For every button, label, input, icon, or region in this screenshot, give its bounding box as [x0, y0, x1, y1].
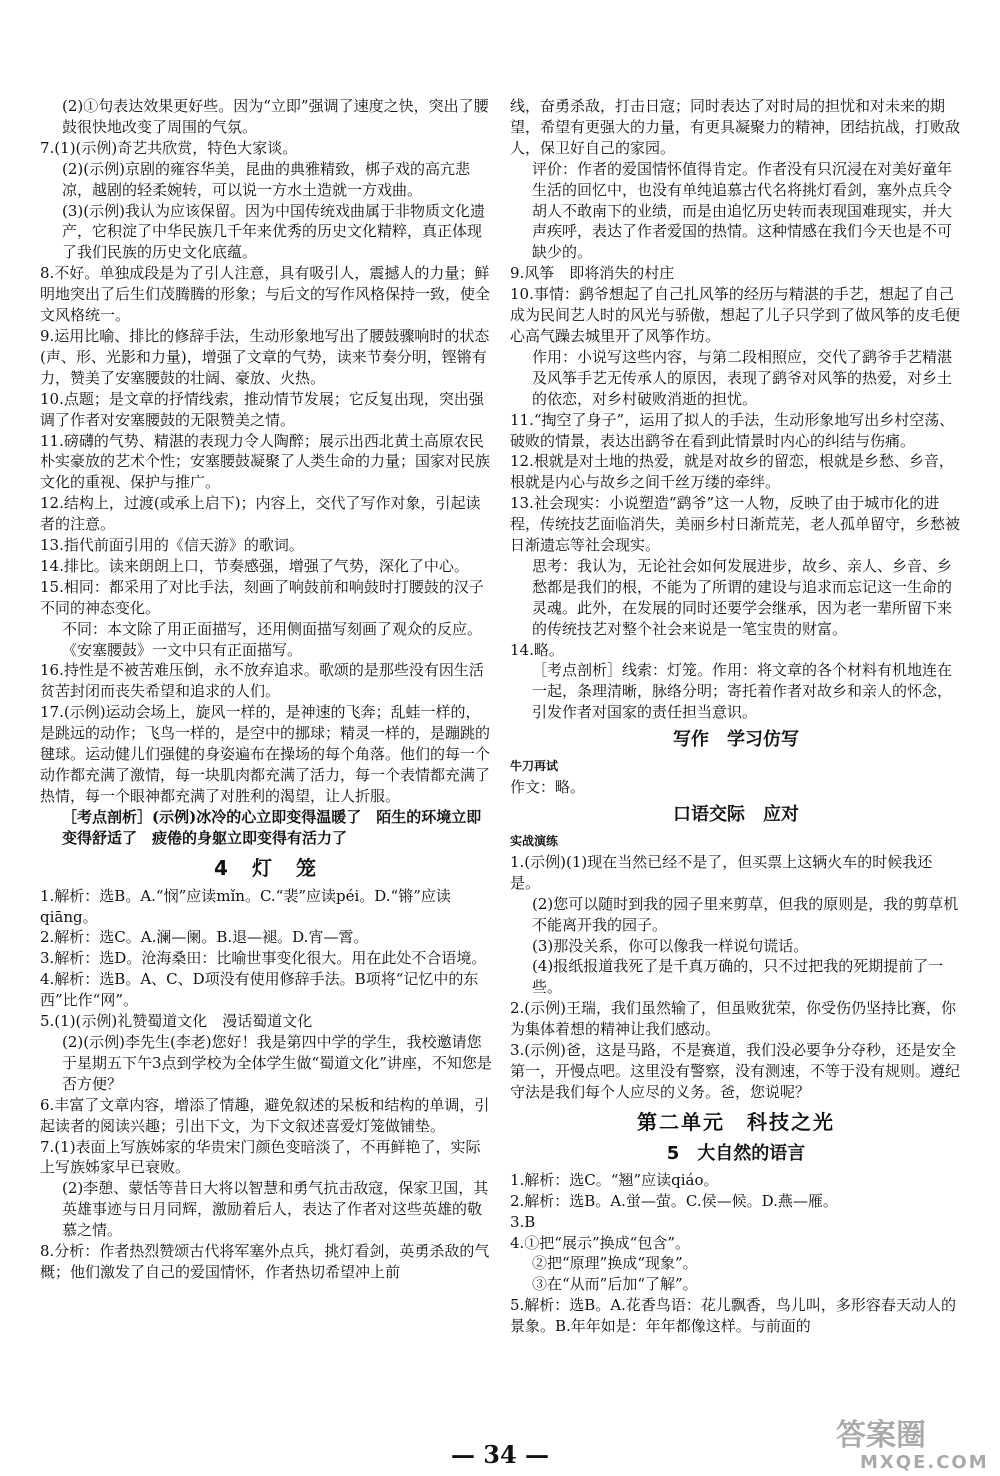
answer-paragraph: (2)(示例)李先生(李老)您好！我是第四中学的学生，我校邀请您于星期五下午3点到学校为全体学生做“蜀道文化”讲座，不知您是否方便？ [62, 1032, 492, 1093]
page-number: — 34 — [450, 1440, 550, 1469]
answer-paragraph: 线，奋勇杀敌，打击日寇；同时表达了对时局的担忧和对未来的期望，希望有更强大的力量，有更具凝聚力的精神，团结抗战，打败敌人，保卫好自己的家园。 [510, 97, 961, 157]
answer-paragraph: (3)(示例)我认为应该保留。因为中国传统戏曲属于非物质文化遗产，它积淀了中华民族几千年来优秀的历史文化精粹，真正体现了我们民族的历史文化底蕴。 [62, 201, 485, 262]
answer-item: 12.结构上，过渡(或承上启下)；内容上，交代了写作对象，引起读者的注意。 [40, 494, 481, 534]
answer-item: 3.B [510, 1212, 536, 1231]
answer-item: 9.风筝 即将消失的村庄 [510, 264, 675, 283]
watermark-url: MXQE.COM [860, 1452, 989, 1473]
answer-item: 5.解析：选B。A.花香鸟语：花儿飘香，鸟儿叫，多形容春天动人的景象。B.年年如是：年年都像这样。与前面的 [510, 1296, 956, 1336]
answer-item: 10.事情：鹞爷想起了自己扎风筝的经历与精湛的手艺，想起了自己成为民间艺人时的风光与骄傲，想起了儿子只学到了做风筝的皮毛便心高气躁去城里开了风筝作坊。 [510, 285, 961, 345]
exam-analysis: ［考点剖析］(示例)冰冷的心立即变得温暖了 陌生的环境立即变得舒适了 疲倦的身躯立即变得有活力了 [62, 807, 482, 847]
answer-item: 7.(1)(示例)奇艺共欣赏，特色大家谈。 [40, 138, 298, 157]
watermark-logo [836, 1420, 989, 1473]
section-title-unit-2: 第二单元 科技之光 [637, 1109, 835, 1134]
subsection-label: 牛刀再试 [510, 759, 559, 774]
answer-item: 3.(示例)爸，这是马路，不是赛道，我们没必要争分夺秒，还是安全第一，开慢点吧。这里没有警察，没有测速，不等于没有规则。遵纪守法是我们每个人应尽的义务。爸，您说呢？ [510, 1041, 961, 1101]
answer-item: 4.解析：选B。A、C、D项没有使用修辞手法。B项将“记忆中的东西”比作“网”。 [40, 970, 479, 1010]
answer-item: 3.解析：选D。沧海桑田：比喻世事变化很大。用在此处不合语境。 [40, 949, 487, 968]
answer-item: 12.根就是对土地的热爱，就是对故乡的留恋，根就是乡愁、乡音，根就是内心与故乡之间千丝万缕的牵绊。 [510, 452, 954, 492]
answer-paragraph: (2)李憩、蒙恬等昔日大将以智慧和勇气抗击敌寇，保家卫国，其英雄事迹与日月同辉，激励着后人，表达了作者对这些英雄的敬慕之情。 [62, 1179, 489, 1240]
answer-paragraph: (4)报纸报道我死了是千真万确的，只不过把我的死期提前了一些。 [532, 957, 944, 997]
answer-item: 13.指代前面引用的《信天游》的歌词。 [40, 536, 304, 555]
answer-item: 1.(示例)(1)现在当然已经不是了，但买票上这辆火车的时候我还是。 [510, 852, 933, 892]
right-column [510, 96, 962, 1337]
answer-paragraph: (3)那没关系，你可以像我一样说句谎话。 [532, 936, 809, 955]
page-number-value: 34 [483, 1440, 517, 1469]
answer-paragraph: (2)(示例)京剧的雍容华美，昆曲的典雅精致，梆子戏的高亢悲凉，越剧的轻柔婉转，可以说一方水土造就一方戏曲。 [62, 159, 470, 199]
answer-item: 4.①把“展示”换成“包含”。 [510, 1233, 690, 1252]
answer-item: 11.“掏空了身子”，运用了拟人的手法，生动形象地写出乡村空荡、破败的情景，表达出鹞爷在看到此情景时内心的纠结与伤痛。 [510, 410, 955, 450]
answer-item: 11.磅礴的气势、精湛的表现力令人陶醉；展示出西北黄土高原农民朴实豪放的艺术个性；安塞腰鼓凝聚了人类生命的力量；国家对民族文化的重视、保护与推广。 [40, 431, 491, 492]
answer-item: 2.解析：选B。A.蛍—萤。C.侯—候。D.燕—雁。 [510, 1191, 838, 1210]
answer-item: 15.相同：都采用了对比手法，刻画了响鼓前和响鼓时打腰鼓的汉子不同的神态变化。 [40, 577, 484, 617]
answer-paragraph: 评价：作者的爱国情怀值得肯定。作者没有只沉浸在对美好童年生活的回忆中，也没有单纯追慕古代名将挑灯看剑，塞外点兵令胡人不敢南下的业绩，而是由追忆历史转而表现国难现实，并大声疾呼，表达了作者爱国的热情。这种情感在我们今天也是不可缺少的。 [532, 159, 953, 262]
answer-item: 14.略。 [510, 640, 564, 659]
watermark-line: 答案圈 [836, 1418, 926, 1453]
exam-analysis: ［考点剖析］线索：灯笼。作用：将文章的各个材料有机地连在一起，条理清晰，脉络分明；寄托着作者对故乡和亲人的怀念，引发作者对国家的责任担当意识。 [532, 661, 953, 722]
section-title-lesson-4: 4 灯 笼 [214, 855, 318, 880]
subsection-label: 实战演练 [510, 834, 559, 848]
answer-item: 9.运用比喻、排比的修辞手法，生动形象地写出了腰鼓骤响时的状态(声、形、光影和力量)，增强了文章的气势，读来节奏分明，铿锵有力，赞美了安塞腰鼓的壮阔、豪放、火热。 [40, 326, 490, 387]
answer-paragraph: 不同：本文除了用正面描写，还用侧面描写刻画了观众的反应。《安塞腰鼓》一文中只有正面描写。 [62, 619, 483, 659]
section-title-oral: 口语交际 应对 [673, 804, 799, 825]
answer-item: 1.解析：选C。“翘”应读qiáo。 [510, 1170, 719, 1189]
answer-item: 13.社会现实：小说塑造“鹞爷”这一人物，反映了由于城市化的进程，传统技艺面临消失，美丽乡村日渐荒芜，老人孤单留守，乡愁被日渐遗忘等社会现实。 [510, 494, 961, 555]
answer-item: 10.点题；是文章的抒情线索，推动情节发展；它反复出现，突出强调了作者对安塞腰鼓的无限赞美之情。 [40, 389, 484, 429]
answer-paragraph: (2)您可以随时到我的园子里来剪草，但我的原则是，我的剪草机不能离开我的园子。 [532, 894, 959, 934]
answer-paragraph: ③在“从而”后加“了解”。 [532, 1275, 698, 1294]
section-title-lesson-5: 5 大自然的语言 [666, 1142, 806, 1164]
answer-item: 16.持性是不被苦难压倒，永不放弃追求。歌颂的是那些没有因生活贫苦封闭而丧失希望和追求的人们。 [40, 661, 484, 701]
answer-item: 8.分析：作者热烈赞颂古代将军塞外点兵，挑灯看剑，英勇杀敌的气概；他们激发了自己的爱国情怀，作者热切希望冲上前 [40, 1242, 490, 1281]
answer-item: 7.(1)表面上写族姊家的华贵宋门颜色变暗淡了，不再鲜艳了，实际上写族姊家早已衰败。 [40, 1137, 481, 1177]
answer-item: 17.(示例)运动会场上，旋风一样的，是神速的飞奔；乱蛙一样的，是跳远的动作；飞鸟一样的，是空中的挪球；精灵一样的，是蹦跳的毽球。运动健儿们强健的身姿遍布在操场的每个角落。他们的每一个动作都充满了激情，每一块肌肉都充满了活力，每一个表情都充满了热情，每一个眼神都充满了对胜利的渴望，让人折服。 [40, 703, 491, 805]
answer-paragraph: 思考：我认为，无论社会如何发展进步，故乡、亲人、乡音、乡愁都是我们的根，不能为了所谓的建设与追求而忘记这一生命的灵魂。此外，在发展的同时还要学会继承，因为老一辈所留下来的传统技艺对整个社会来说是一笔宝贵的财富。 [532, 556, 953, 638]
answer-item: 2.解析：选C。A.澜—阑。B.退—褪。D.宵—霄。 [40, 928, 369, 947]
left-column [40, 96, 492, 1283]
answer-item: 作文：略。 [510, 778, 586, 797]
section-title-writing: 写作 学习仿写 [673, 729, 799, 751]
answer-item: 1.解析：选B。A.“悯”应读mǐn。C.“裴”应读péi。D.“锵”应读qiāng。 [40, 886, 451, 926]
answer-item: 6.丰富了文章内容，增添了情趣，避免叙述的呆板和结构的单调，引起读者的阅读兴趣；引出下文，为下文叙述喜爱灯笼做铺垫。 [40, 1095, 490, 1135]
answer-paragraph: 作用：小说写这些内容，与第二段相照应，交代了鹞爷手艺精湛及风筝手艺无传承人的原因，表现了鹞爷对风筝的热爱，对乡土的依恋，对乡村破败消逝的担忧。 [532, 347, 953, 408]
answer-item: 14.排比。读来朗朗上口，节奏感强，增强了气势，深化了中心。 [40, 556, 469, 575]
answer-paragraph: ②把“原理”换成“现象”。 [532, 1254, 698, 1273]
answer-paragraph: (2)①句表达效果更好些。因为“立即”强调了速度之快，突出了腰鼓很快地改变了周围的气氛。 [62, 97, 489, 136]
answer-item: 2.(示例)王瑞，我们虽然输了，但虽败犹荣，你受伤仍坚持比赛，你为集体着想的精神让我们感动。 [510, 999, 957, 1039]
answer-item: 5.(1)(示例)礼赞蜀道文化 漫话蜀道文化 [40, 1012, 313, 1031]
answer-item: 8.不好。单独成段是为了引人注意，具有吸引人，震撼人的力量；鲜明地突出了后生们茂腾腾的形象；与后文的写作风格保持一致，使全文风格统一。 [40, 264, 491, 325]
